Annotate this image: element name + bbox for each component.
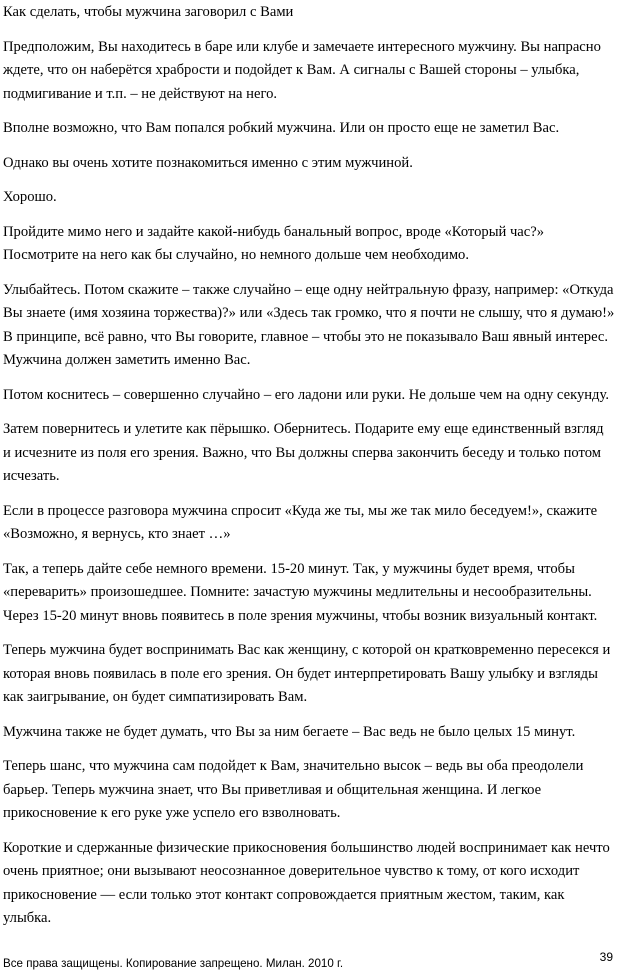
paragraph: Пройдите мимо него и задайте какой-нибудь банальный вопрос, вроде «Который час?» Посмотрите на него как бы случайно, но немного дольше чем необходимо. bbox=[3, 223, 545, 263]
paragraph: Вполне возможно, что Вам попался робкий мужчина. Или он просто еще не заметил Вас. bbox=[3, 120, 560, 136]
paragraph: Теперь шанс, что мужчина сам подойдет к Вам, значительно высок – ведь вы оба преодолели барьер. Теперь мужчина знает, что Вы приветливая и общительная женщина. И легкое прикосновение к его руке уже успело его взволновать. bbox=[3, 758, 584, 821]
document-title: Как сделать, чтобы мужчина заговорил с Вами bbox=[3, 4, 294, 20]
paragraph: Если в процессе разговора мужчина спросит «Куда же ты, мы же так мило беседуем!», скажите «Возможно, я вернусь, кто знает …» bbox=[3, 502, 598, 542]
paragraph: Предположим, Вы находитесь в баре или клубе и замечаете интересного мужчину. Вы напрасно ждете, что он наберётся храбрости и подойдет к Вам. А сигналы с Вашей стороны – улыбка, подмигивание и т.п. – не действуют на него. bbox=[3, 38, 601, 102]
paragraph: Теперь мужчина будет воспринимать Вас как женщину, с которой он кратковременно пересекся и которая вновь появилась в поле его зрения. Он будет интерпретировать Вашу улыбку и взгляды как заигрывание, он будет симпатизировать Вам. bbox=[3, 642, 611, 705]
paragraph: Так, а теперь дайте себе немного времени. 15-20 минут. Так, у мужчины будет время, чтобы «переварить» произошедшее. Помните: зачастую мужчины медлительны и несообразительны. Через 15-20 минут вновь появитесь в поле зрения мужчины, чтобы возник визуальный контакт. bbox=[3, 560, 598, 624]
paragraph: Мужчина также не будет думать, что Вы за ним бегаете – Вас ведь не было целых 15 минут. bbox=[3, 723, 576, 740]
paragraph: Потом коснитесь – совершенно случайно – его ладони или руки. Не дольше чем на одну секунду. bbox=[3, 386, 609, 403]
paragraph: Улыбайтесь. Потом скажите – также случайно – еще одну нейтральную фразу, например: «Откуда Вы знаете (имя хозяина торжества)?» или «Здесь так громко, что я почти не слышу, что я думаю!» В принципе, всё равно, что Вы говорите, главное – чтобы это не показывало Ваш явный интерес. Мужчина должен заметить именно Вас. bbox=[3, 281, 615, 368]
footer-copyright: Все права защищены. Копирование запрещено. Милан. 2010 г. bbox=[3, 957, 344, 970]
paragraph: Однако вы очень хотите познакомиться именно с этим мужчиной. bbox=[3, 154, 413, 171]
document-body bbox=[3, 1, 615, 942]
paragraph: Хорошо. bbox=[3, 189, 57, 205]
paragraph: Короткие и сдержанные физические прикосновения большинство людей воспринимает как нечто очень приятное; они вызывают неосознанное доверительное чувство к тому, от кого исходит прикосновение — если только этот контакт сопровождается приятным жестом, таким, как улыбка. bbox=[3, 839, 610, 926]
page-number: 39 bbox=[599, 950, 613, 964]
paragraph: Затем повернитесь и улетите как пёрышко. Обернитесь. Подарите ему еще единственный взгляд и исчезните из поля его зрения. Важно, что Вы должны сперва закончить беседу и только потом исчезать. bbox=[3, 421, 604, 484]
